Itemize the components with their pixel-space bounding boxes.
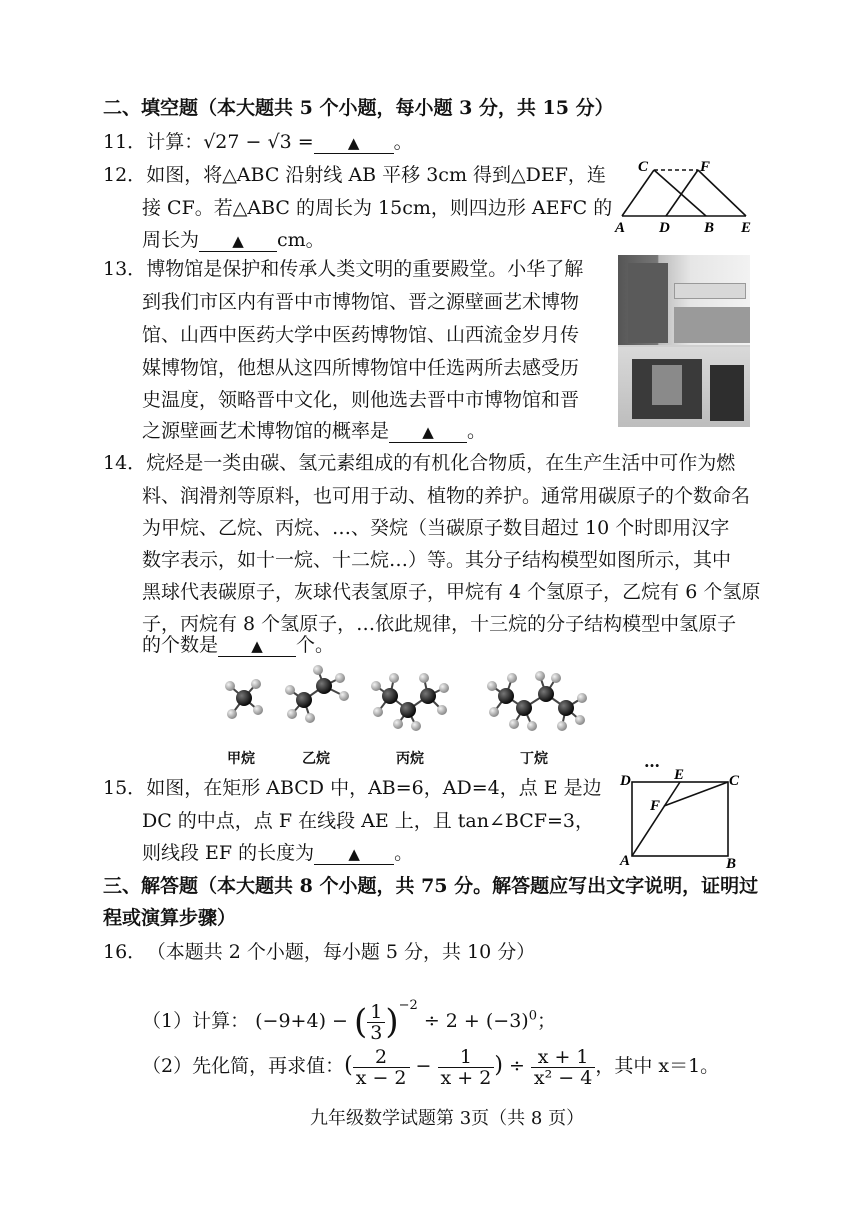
minus-sign: − [409, 1055, 438, 1077]
question-14-line5: 黑球代表碳原子，灰球代表氢原子，甲烷有 4 个氢原子，乙烷有 6 个氢原 [142, 581, 761, 603]
fraction-denominator: 3 [370, 1021, 383, 1044]
question-13-line3: 馆、山西中医药大学中医药博物馆、山西流金岁月传 [142, 324, 580, 346]
fraction-numerator: x + 1 [531, 1047, 595, 1068]
ethane-model [285, 665, 349, 723]
fraction-numerator: 1 [367, 1002, 385, 1023]
question-13-line4: 媒博物馆，他想从这四所博物馆中任选两所去感受历 [142, 357, 580, 379]
exponent-zero: 0 [528, 1008, 538, 1024]
question-14-line4: 数字表示，如十一烷、十二烷…）等。其分子结构模型如图所示，其中 [142, 549, 732, 571]
label-e: E [674, 767, 685, 783]
q15-end: 。 [394, 842, 414, 864]
question-15-line3 [142, 841, 413, 865]
q12-text-line1: 如图，将△ABC 沿射线 AB 平移 3cm 得到△DEF，连 [146, 164, 606, 186]
molecule-label-butane: 丁烷 [520, 751, 548, 767]
question-12-line2: 接 CF。若△ABC 的周长为 15cm，则四边形 AEFC 的 [142, 197, 613, 219]
q14-text-line1: 烷烃是一类由碳、氢元素组成的有机化合物质，在生产生活中可作为燃 [146, 452, 736, 474]
butane-model [487, 671, 587, 731]
q15-text-line1: 如图，在矩形 ABCD 中，AB=6，AD=4，点 E 是边 [146, 777, 602, 799]
q15-text-line3: 则线段 EF 的长度为 [142, 842, 315, 864]
museum-tower-shape [628, 263, 668, 343]
q16-part2 [142, 1046, 719, 1088]
right-paren: ) [494, 1053, 503, 1078]
fraction-denominator: x + 2 [440, 1066, 492, 1089]
fraction-numerator: 2 [353, 1047, 410, 1068]
question-number: 13． [103, 258, 147, 280]
question-15-line2: DC 的中点，点 F 在线段 AE 上，且 tan∠BCF=3， [142, 810, 594, 832]
blank-marker-icon: ▲ [347, 134, 360, 152]
blank-marker-icon: ▲ [251, 637, 263, 655]
label-d: D [620, 773, 631, 789]
museum-door-shape [710, 365, 744, 421]
q11-expression: √27 − √3 = [203, 131, 314, 153]
fraction-numerator: 1 [438, 1047, 495, 1068]
fraction-2-over-x-minus-2 [353, 1047, 410, 1088]
label-c: C [638, 159, 649, 175]
q11-label: 计算： [146, 131, 204, 153]
question-14-line3: 为甲烷、乙烷、丙烷、…、癸烷（当碳原子数目超过 10 个时即用汉字 [142, 517, 730, 539]
blank-marker-icon: ▲ [348, 845, 360, 863]
label-f: F [650, 798, 661, 814]
q13-text-line6: 之源壁画艺术博物馆的概率是 [142, 420, 390, 442]
question-13-line6 [142, 419, 486, 443]
section-3-heading-line1: 三、解答题（本大题共 8 个小题，共 75 分。解答题应写出文字说明，证明过 [103, 875, 759, 897]
q16-part2-label: （2）先化简，再求值： [142, 1055, 345, 1077]
answer-blank[interactable] [314, 842, 394, 865]
label-f: F [700, 159, 711, 175]
right-paren: ) [385, 1002, 399, 1042]
page-footer: 九年级数学试题第 3页（共 8 页） [310, 1108, 585, 1129]
q12-triangle-figure [612, 158, 782, 243]
question-14-line6: 子，丙烷有 8 个氢原子，…依此规律，十三烷的分子结构模型中氢原子 [142, 613, 737, 635]
question-12-line1 [103, 163, 606, 187]
q13-text-line1: 博物馆是保护和传承人类文明的重要殿堂。小华了解 [146, 258, 584, 280]
question-number: 15． [103, 777, 147, 799]
question-number: 12． [103, 164, 147, 186]
q16-part2-end: ，其中 x＝1。 [595, 1055, 720, 1077]
fraction-one-third [367, 1002, 385, 1043]
q16-part1-expr-a: (−9+4) − [255, 1010, 348, 1032]
question-16-intro [103, 940, 535, 964]
left-paren: ( [344, 1053, 353, 1078]
museum-photo-collage [618, 255, 750, 427]
question-number: 14． [103, 452, 147, 474]
question-number: 11． [103, 131, 147, 153]
question-14-line1 [103, 451, 735, 475]
q11-end: 。 [393, 131, 413, 153]
label-d: D [659, 220, 670, 236]
q12-unit: cm。 [277, 229, 325, 251]
label-a: A [620, 853, 631, 869]
question-13-line5: 史温度，领略晋中文化，则他选去晋中市博物馆和晋 [142, 389, 580, 411]
label-c: C [729, 773, 740, 789]
fraction-1-over-x-plus-2 [438, 1047, 495, 1088]
blank-marker-icon: ▲ [422, 423, 434, 441]
q14-text-line7: 的个数是 [142, 634, 219, 656]
divide-sign: ÷ [502, 1055, 531, 1077]
q15-rectangle-figure [618, 767, 758, 872]
question-15-line1 [103, 776, 602, 800]
exponent-neg2: −2 [398, 998, 418, 1013]
label-e: E [741, 220, 752, 236]
fraction-denominator: x − 2 [355, 1066, 407, 1089]
label-b: B [726, 856, 737, 872]
section-3-heading-line2: 程或演算步骤） [103, 907, 237, 929]
answer-blank[interactable] [314, 131, 394, 154]
section-2-heading: 二、填空题（本大题共 5 个小题，每小题 3 分，共 15 分） [103, 97, 614, 119]
molecule-label-ethane: 乙烷 [302, 751, 330, 767]
label-b: B [704, 220, 715, 236]
museum-plaque-shape [652, 365, 682, 405]
q16-part1 [142, 986, 556, 1043]
q16-part1-label: （1）计算： [142, 1010, 250, 1032]
q12-text-line3: 周长为 [142, 229, 200, 251]
answer-blank[interactable] [389, 420, 467, 443]
alkane-molecule-models [210, 660, 630, 740]
q14-end: 个。 [296, 634, 335, 656]
answer-blank[interactable] [218, 634, 296, 657]
question-13-line2: 到我们市区内有晋中市博物馆、晋之源壁画艺术博物 [142, 291, 580, 313]
q16-intro-text: （本题共 2 个小题，每小题 5 分，共 10 分） [156, 941, 536, 963]
q16-part1-expr-b: ÷ 2 + (−3) [423, 1010, 529, 1032]
molecule-label-propane: 丙烷 [396, 751, 424, 767]
blank-marker-icon: ▲ [232, 232, 244, 250]
question-number: 16． [103, 941, 147, 963]
question-14-line2: 料、润滑剂等原料，也可用于动、植物的养护。通常用碳原子的个数命名 [142, 485, 751, 507]
museum-wall-shape [674, 307, 750, 343]
methane-model [225, 679, 263, 719]
fraction-x-plus-1-over-x2-minus-4 [531, 1047, 595, 1088]
propane-model [371, 673, 449, 731]
question-14-line7 [142, 633, 334, 657]
museum-sign-shape [674, 283, 746, 299]
answer-blank[interactable] [199, 229, 277, 252]
question-13-line1 [103, 257, 583, 281]
fraction-denominator: x² − 4 [533, 1066, 593, 1089]
left-paren: ( [354, 1002, 368, 1042]
molecule-ellipsis: … [644, 752, 660, 771]
question-11 [103, 130, 413, 154]
molecule-label-methane: 甲烷 [227, 751, 255, 767]
label-a: A [615, 220, 626, 236]
q16-part1-end: ； [537, 1010, 557, 1032]
question-12-line3 [142, 228, 325, 252]
q13-end: 。 [467, 420, 487, 442]
